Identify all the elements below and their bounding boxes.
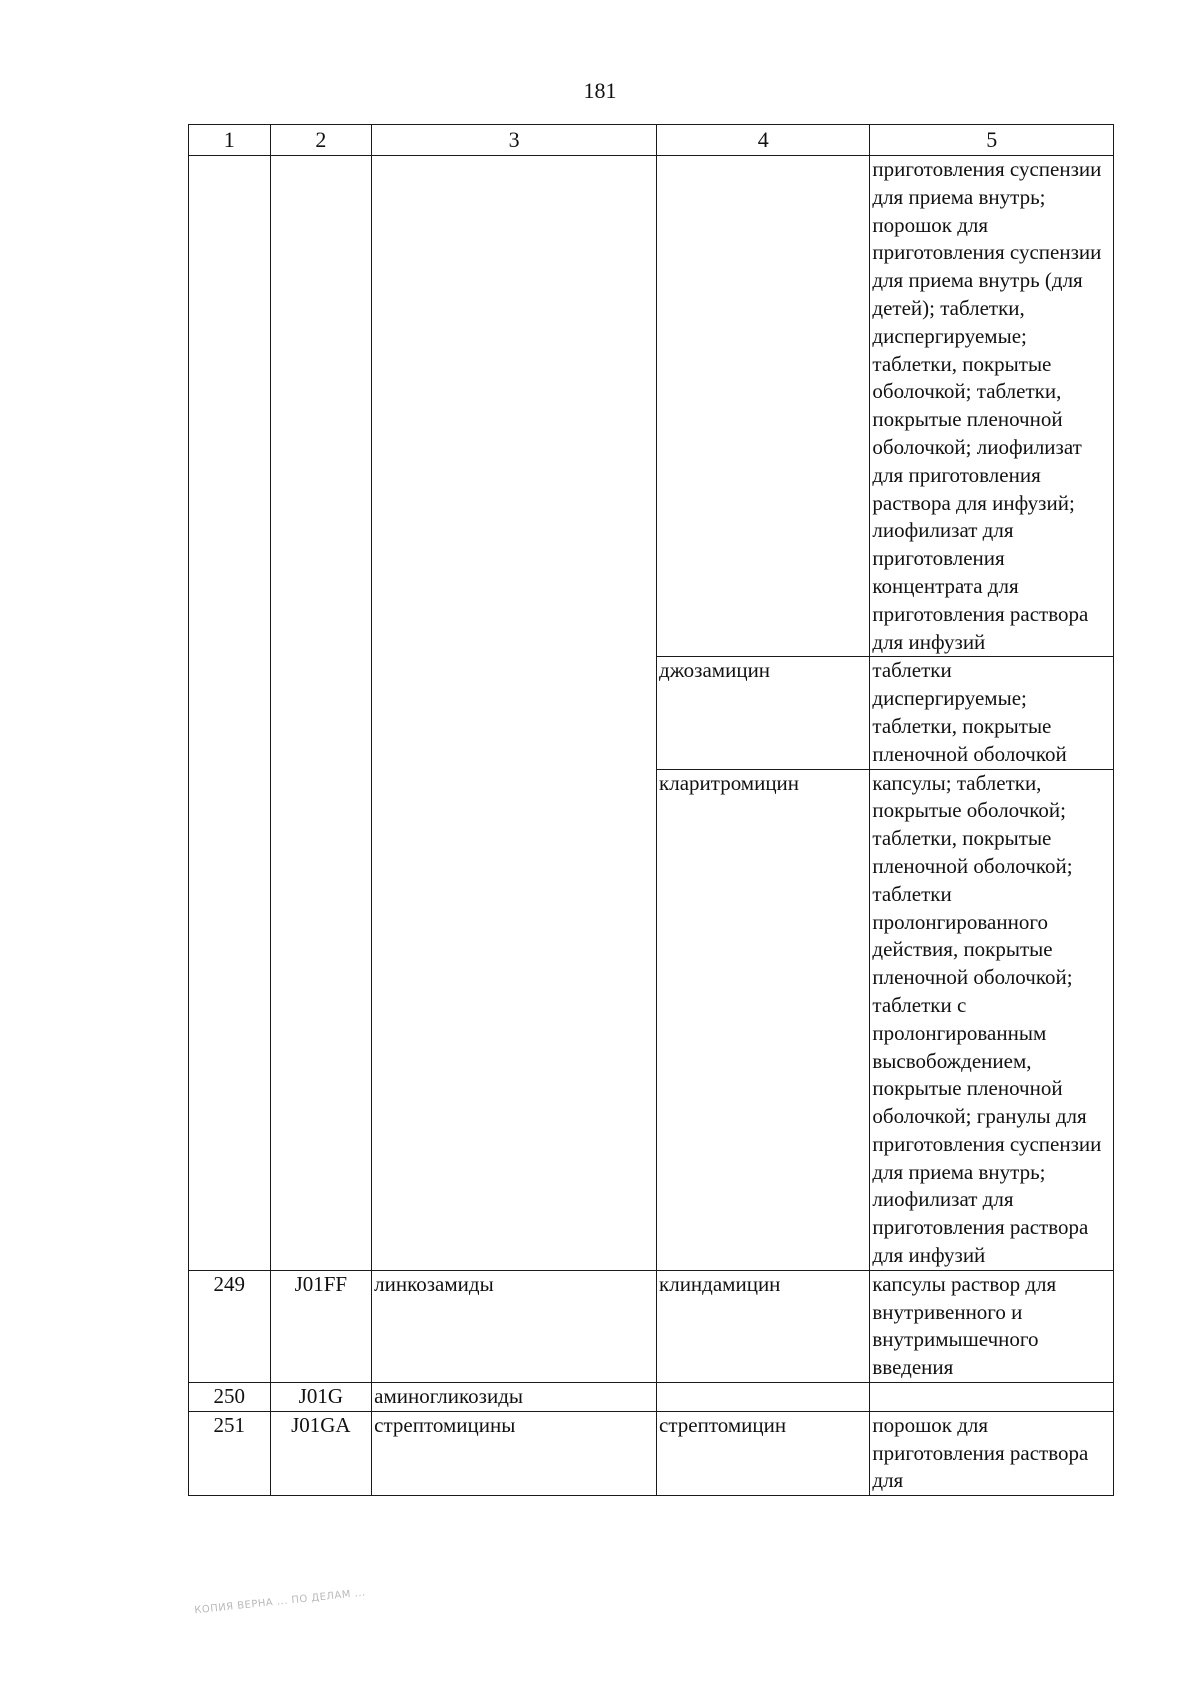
cell-code: J01GA	[270, 1411, 372, 1495]
cell-num: 249	[189, 1270, 271, 1382]
table-row	[189, 1270, 1114, 1382]
footer-stamp: КОПИЯ ВЕРНА ... ПО ДЕЛАМ ...	[193, 1587, 367, 1617]
table-row	[189, 1383, 1114, 1412]
cell-code: J01G	[270, 1383, 372, 1412]
cell-drug-forms: порошок для приготовления раствора для	[870, 1411, 1114, 1495]
header-col-1: 1	[189, 125, 271, 156]
cell-drug-forms: капсулы раствор для внутривенного и внутримышечного введения	[870, 1270, 1114, 1382]
header-col-5: 5	[870, 125, 1114, 156]
header-col-2: 2	[270, 125, 372, 156]
cell-drug-name: джозамицин	[657, 657, 870, 769]
cell-group: линкозамиды	[372, 1270, 657, 1382]
cell-drug-name	[657, 1383, 870, 1412]
cell-num: 251	[189, 1411, 271, 1495]
cell-code: J01FF	[270, 1270, 372, 1382]
page-number: 181	[583, 78, 617, 103]
cell-num: 250	[189, 1383, 271, 1412]
cell-group: аминогликозиды	[372, 1383, 657, 1412]
cell-forms-continued: приготовления суспензии для приема внутрь; порошок для приготовления суспензии для приема внутрь (для детей); таблетки, диспергируемые; таблетки, покрытые оболочкой; таблетки, покрытые пленочной оболочкой; лиофилизат для приготовления раствора для инфузий; лиофилизат для приготовления концентрата для приготовления раствора для инфузий	[870, 156, 1114, 657]
drug-table	[188, 124, 1114, 1496]
header-col-4: 4	[657, 125, 870, 156]
cell-drug-forms	[870, 1383, 1114, 1412]
cell-drug-name: стрептомицин	[657, 1411, 870, 1495]
cell-num-continued	[189, 156, 271, 1271]
table-row	[189, 1411, 1114, 1495]
header-col-3: 3	[372, 125, 657, 156]
cell-drug-continued	[657, 156, 870, 657]
header-row	[189, 125, 1114, 156]
cell-drug-forms: капсулы; таблетки, покрытые оболочкой; таблетки, покрытые пленочной оболочкой; таблетки пролонгированного действия, покрытые пленочной оболочкой; таблетки с пролонгированным высвобождением, покрытые пленочной оболочкой; гранулы для приготовления суспензии для приема внутрь; лиофилизат для приготовления раствора для инфузий	[870, 769, 1114, 1270]
table-row	[189, 156, 1114, 657]
cell-code-continued	[270, 156, 372, 1271]
cell-drug-name: клиндамицин	[657, 1270, 870, 1382]
cell-group: стрептомицины	[372, 1411, 657, 1495]
cell-drug-forms: таблетки диспергируемые; таблетки, покрытые пленочной оболочкой	[870, 657, 1114, 769]
cell-drug-name: кларитромицин	[657, 769, 870, 1270]
cell-group-continued	[372, 156, 657, 1271]
